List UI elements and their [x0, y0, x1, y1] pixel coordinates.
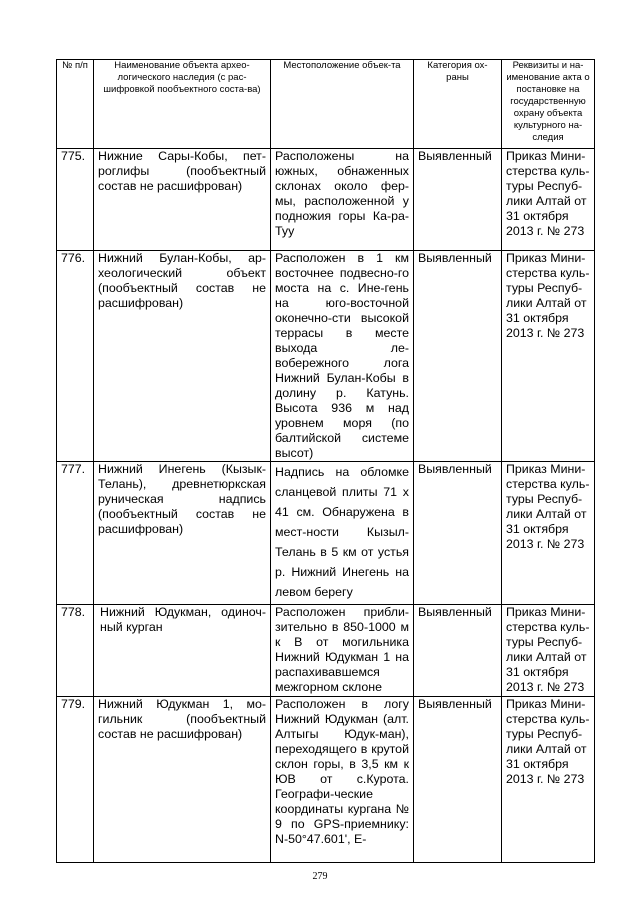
header-name: Наименование объекта архео-логического наследия (с рас-шифровкой пообъектного соста-ва) [94, 60, 271, 149]
row-act: Приказ Мини-стерства куль-туры Респуб-лики Алтай от 31 октября 2013 г. № 273 [502, 251, 595, 462]
table-row [57, 251, 595, 462]
row-act: Приказ Мини-стерства куль-туры Респуб-лики Алтай от 31 октября 2013 г. № 273 [502, 149, 595, 251]
header-act: Реквизиты и на-именование акта о постановке на государственную охрану объекта культурного на-следия [502, 60, 595, 149]
row-category: Выявленный [414, 605, 502, 697]
row-act: Приказ Мини-стерства куль-туры Респуб-лики Алтай от 31 октября 2013 г. № 273 [502, 697, 595, 863]
table-row [57, 697, 595, 863]
row-name: Нижний Булан-Кобы, ар-хеологический объект (пообъектный состав не расшифрован) [94, 251, 271, 462]
row-act: Приказ Мини-стерства куль-туры Респуб-лики Алтай от 31 октября 2013 г. № 273 [502, 605, 595, 697]
header-category: Категория ох-раны [414, 60, 502, 149]
row-category: Выявленный [414, 251, 502, 462]
header-location: Местоположение объек-та [271, 60, 414, 149]
row-category: Выявленный [414, 462, 502, 605]
row-location: Надпись на обломке сланцевой плиты 71 х 41 см. Обнаружена в мест-ности Кызыл-Телань в 5 км от устья р. Нижний Инегень на левом берегу [271, 462, 414, 605]
row-num: 779. [57, 697, 94, 863]
row-category: Выявленный [414, 149, 502, 251]
row-name: Нижние Сары-Кобы, пет-роглифы (пообъектный состав не расшифрован) [94, 149, 271, 251]
row-location: Расположен прибли-зительно в 850-1000 м к В от могильника Нижний Юдукман 1 на распахивавшемся межгорном склоне [271, 605, 414, 697]
table-row [57, 462, 595, 605]
row-act: Приказ Мини-стерства куль-туры Респуб-лики Алтай от 31 октября 2013 г. № 273 [502, 462, 595, 605]
table-row [57, 605, 595, 697]
table-header-row [57, 60, 595, 149]
row-num: 777. [57, 462, 94, 605]
row-category: Выявленный [414, 697, 502, 863]
row-name: Нижний Юдукман, одиноч-ный курган [94, 605, 271, 697]
row-name: Нижний Инегень (Кызык-Телань), древнетюркская руническая надпись (пообъектный состав не расшифрован) [94, 462, 271, 605]
table-row [57, 149, 595, 251]
page-number: 279 [312, 871, 328, 882]
row-location: Расположен в логу Нижний Юдукман (алт. Алтыгы Юдук-ман), переходящего в крутой склон горы, в 3,5 км к ЮВ от с.Курота. Географи-ческие координаты кургана № 9 по GPS-приемнику: N-50°47.601', E- [271, 697, 414, 863]
row-num: 778. [57, 605, 94, 697]
row-num: 775. [57, 149, 94, 251]
row-location: Расположены на южных, обнаженных склонах около фер-мы, расположенной у подножия горы Ка-ра-Туу [271, 149, 414, 251]
heritage-registry-table [56, 59, 595, 863]
row-num: 776. [57, 251, 94, 462]
row-name: Нижний Юдукман 1, мо-гильник (пообъектный состав не расшифрован) [94, 697, 271, 863]
header-num: № п/п [57, 60, 94, 149]
row-location: Расположен в 1 км восточнее подвесно-го моста на с. Ине-гень на юго-восточной оконечно-сти высокой террасы в месте выхода ле-вобережного лога Нижний Булан-Кобы в долину р. Катунь. Высота 936 м над уровнем моря (по балтийской системе высот) [271, 251, 414, 462]
